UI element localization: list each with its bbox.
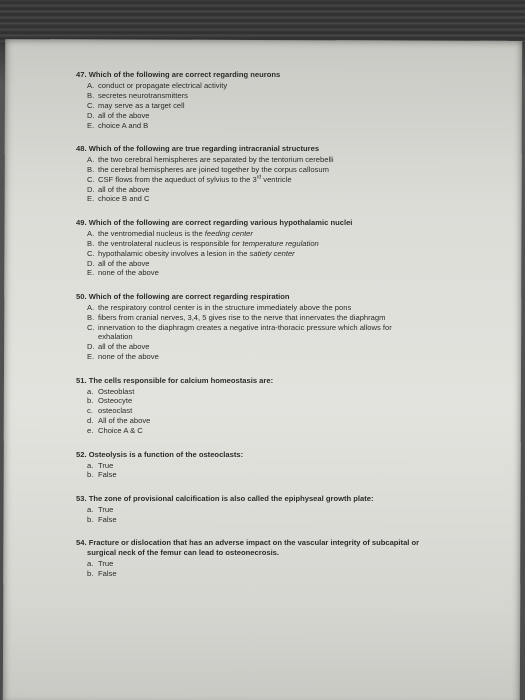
option-text: secretes neurotransmitters: [98, 90, 188, 100]
option-letter: A.: [87, 302, 95, 312]
option-text: the ventromedial nucleus is the: [98, 228, 205, 238]
question-48: [76, 144, 496, 204]
option-letter: D.: [87, 184, 95, 194]
question-stem: Which of the following are correct regarding respiration: [88, 291, 290, 301]
question-stem: Fracture or dislocation that has an adverse impact on the vascular integrity of subcapital or: [88, 538, 420, 548]
answer-option: [76, 505, 496, 515]
answer-option: [76, 101, 496, 111]
option-text: choice B and C: [98, 194, 150, 204]
option-text: the two cerebral hemispheres are separated by the tentorium cerebelli: [98, 154, 334, 164]
question-number: 47.: [76, 70, 87, 79]
option-text: the respiratory control center is in the structure immediately above the pons: [98, 302, 352, 312]
option-letter: a.: [87, 386, 94, 396]
question-stem: Which of the following are correct regarding various hypothalamic nuclei: [88, 217, 353, 227]
option-text: none of the above: [98, 268, 159, 278]
answer-option: [76, 416, 496, 426]
option-text: False: [98, 568, 117, 578]
option-text: fibers from cranial nerves, 3,4, 5 gives rise to the nerve that innervates the diaphragm: [98, 312, 386, 322]
option-text: all of the above: [98, 110, 150, 120]
option-text: True: [98, 558, 114, 568]
option-letter: a.: [87, 504, 94, 514]
answer-options: [76, 303, 496, 362]
answer-option: [76, 194, 496, 204]
option-letter: b.: [87, 396, 94, 406]
question-text: [76, 494, 496, 504]
option-letter: B.: [87, 312, 95, 322]
answer-option: [76, 303, 496, 313]
option-letter: B.: [87, 164, 95, 174]
option-letter: b.: [87, 568, 94, 578]
question-47: [76, 70, 496, 130]
option-text: False: [98, 470, 117, 480]
option-letter: b.: [87, 470, 94, 480]
answer-options: [76, 387, 496, 437]
option-letter: A.: [87, 80, 95, 90]
question-number: 53.: [76, 493, 87, 503]
question-number: 51.: [76, 375, 87, 385]
question-number: 48.: [76, 143, 87, 153]
option-text: all of the above: [98, 184, 150, 194]
answer-option: [76, 396, 496, 406]
option-letter: B.: [87, 238, 95, 248]
option-letter: c.: [87, 406, 93, 416]
answer-option: [76, 229, 496, 239]
question-text: [76, 218, 496, 228]
option-text: False: [98, 514, 117, 524]
answer-option: [76, 175, 496, 185]
option-text: hypothalamic obesity involves a lesion in the: [98, 248, 250, 258]
question-stem-continued: surgical neck of the femur can lead to osteonecrosis.: [87, 547, 280, 557]
answer-option: [76, 470, 496, 480]
option-letter: E.: [87, 268, 95, 278]
question-52: [76, 450, 496, 481]
option-text: all of the above: [98, 258, 150, 268]
answer-option: [76, 569, 496, 579]
answer-option: [76, 461, 496, 471]
question-text: [76, 538, 496, 558]
answer-option: [76, 342, 496, 352]
question-stem: The cells responsible for calcium homeostasis are:: [88, 375, 274, 385]
question-50: [76, 292, 496, 362]
option-letter: a.: [87, 558, 94, 568]
question-stem: The zone of provisional calcification is also called the epiphyseal growth plate:: [88, 493, 374, 503]
answer-option: [76, 268, 496, 278]
option-letter: A.: [87, 228, 95, 238]
answer-option: [76, 155, 496, 165]
answer-option: [76, 81, 496, 91]
answer-option: [76, 426, 496, 436]
option-letter: e.: [87, 426, 94, 436]
option-letter: E.: [87, 194, 95, 204]
answer-option: [76, 406, 496, 416]
option-letter: C.: [87, 322, 95, 332]
option-italic-term: temperature regulation: [242, 238, 319, 248]
option-text: none of the above: [98, 352, 159, 362]
option-letter: D.: [87, 110, 95, 120]
option-letter: C.: [87, 174, 95, 184]
question-49: [76, 218, 496, 278]
option-text: conduct or propagate electrical activity: [98, 80, 228, 90]
option-letter: A.: [87, 154, 95, 164]
option-text: the cerebral hemispheres are joined together by the corpus callosum: [98, 164, 329, 174]
option-letter: D.: [87, 258, 95, 268]
question-53: [76, 494, 496, 525]
question-stem: Which of the following are true regarding intracranial structures: [88, 143, 320, 153]
option-letter: E.: [87, 352, 95, 362]
option-text: may serve as a target cell: [98, 100, 185, 110]
question-text: [76, 450, 496, 460]
option-text: Choice A & C: [98, 426, 143, 436]
option-letter: B.: [87, 90, 95, 100]
answer-option: [76, 111, 496, 121]
option-letter: E.: [87, 120, 95, 130]
option-text: Osteoblast: [98, 386, 135, 396]
option-italic-term: feeding center: [204, 228, 253, 238]
answer-option: [76, 185, 496, 195]
answer-option: [76, 165, 496, 175]
option-letter: D.: [87, 342, 95, 352]
option-text: True: [98, 504, 114, 514]
option-superscript: rd: [256, 174, 262, 181]
question-text: [76, 70, 496, 80]
question-text: [76, 292, 496, 302]
question-number: 49.: [76, 217, 87, 227]
question-stem: Osteolysis is a function of the osteoclasts:: [88, 449, 244, 459]
option-text: the ventrolateral nucleus is responsible for: [98, 238, 243, 248]
answer-options: [76, 155, 496, 205]
option-letter: a.: [87, 460, 94, 470]
answer-options: [76, 559, 496, 579]
answer-option: [76, 121, 496, 131]
option-text: innervation to the diaphragm creates a negative intra-thoracic pressure which allows for: [98, 322, 392, 332]
answer-option: [76, 515, 496, 525]
option-italic-term: satiety center: [249, 248, 295, 258]
exam-page: [76, 70, 496, 592]
question-number: 50.: [76, 291, 87, 301]
answer-options: [76, 81, 496, 131]
option-text: True: [98, 460, 114, 470]
option-text: All of the above: [98, 416, 151, 426]
question-51: [76, 376, 496, 436]
answer-options: [76, 461, 496, 481]
answer-options: [76, 229, 496, 279]
answer-option: [76, 249, 496, 259]
option-text: all of the above: [98, 342, 150, 352]
option-letter: C.: [87, 100, 95, 110]
answer-option: [76, 559, 496, 569]
option-text-continued: exhalation: [98, 332, 133, 342]
answer-option: [76, 352, 496, 362]
question-text: [76, 376, 496, 386]
answer-option: [76, 259, 496, 269]
answer-option: [76, 313, 496, 323]
option-text: CSF flows from the aqueduct of sylvius to the 3: [98, 174, 257, 184]
option-letter: b.: [87, 514, 94, 524]
question-54: [76, 538, 496, 579]
answer-option: [76, 239, 496, 249]
option-text: Osteocyte: [98, 396, 133, 406]
option-letter: C.: [87, 248, 95, 258]
binder-edge: [0, 0, 525, 44]
option-text: osteoclast: [98, 406, 133, 416]
question-stem: Which of the following are correct regarding neurons: [88, 70, 281, 79]
answer-option: [76, 323, 496, 343]
option-text: choice A and B: [98, 120, 149, 130]
option-letter: d.: [87, 416, 94, 426]
question-number: 52.: [76, 449, 87, 459]
question-text: [76, 144, 496, 154]
answer-option: [76, 387, 496, 397]
option-text-end: ventricle: [261, 174, 292, 184]
question-number: 54.: [76, 538, 87, 548]
answer-options: [76, 505, 496, 525]
answer-option: [76, 91, 496, 101]
